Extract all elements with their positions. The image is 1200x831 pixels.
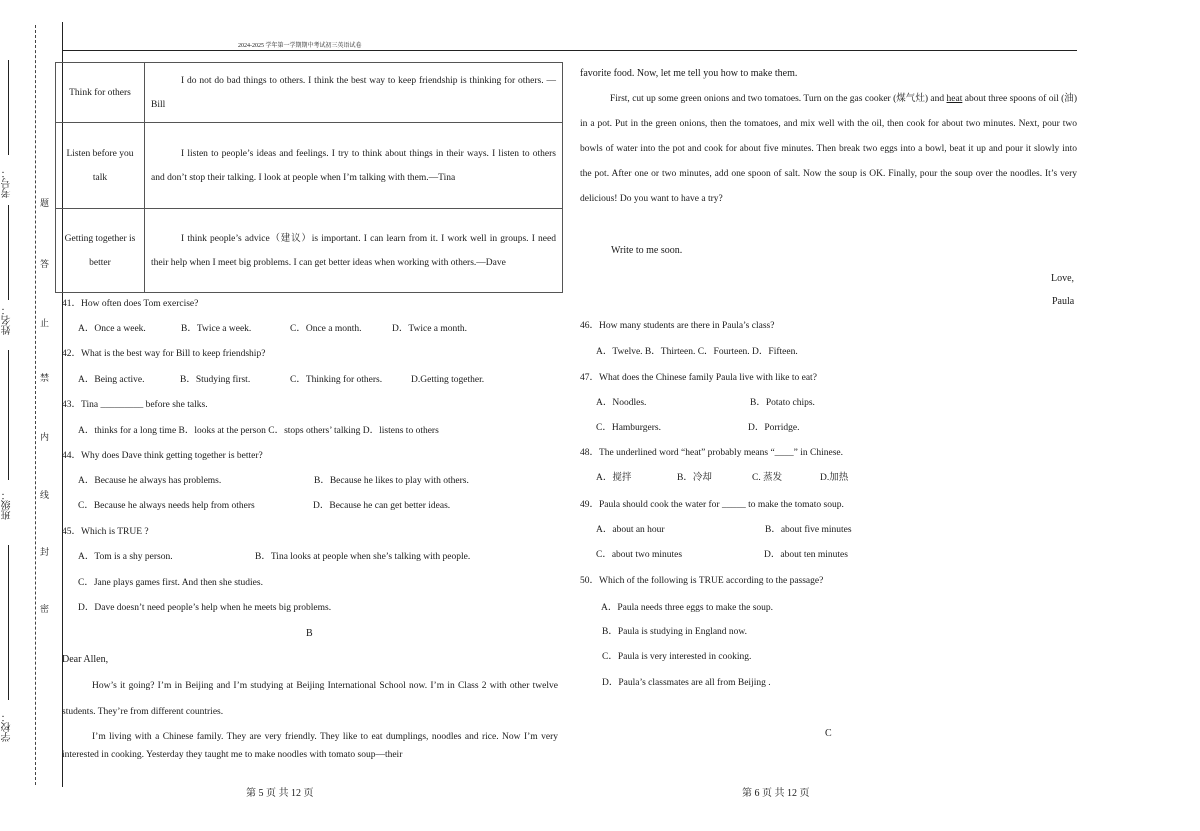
option-48d: D.加热 [820,473,849,483]
question-45: 45．Which is TRUE ? [62,527,149,537]
name-line [8,205,9,300]
letter-signature: Paula [1052,296,1075,307]
name-label: 姓名： [2,305,13,335]
table-row [56,123,563,209]
seal-char: 禁 [40,373,50,383]
table-row-name: Listen before you talk [56,123,145,209]
option-49a: A．about an hour [596,525,665,535]
seal-char: 答 [40,259,50,269]
letter-greeting: Dear Allen, [62,654,109,665]
exam-no-label: 考号： [2,168,13,198]
question-49: 49．Paula should cook the water for _____ to make the tomato soup. [580,500,844,510]
letter-paragraph-3-rest: about three spoons of oil (油) in a pot. Put in the green onions, then the tomatoes, and mix well with the oil, then cook for about two minutes. Next, pour two bowls of water into the pot and cook for about five minutes. Then break two eggs into a bowl, beat it up and pour it slowly into the pot. After one or two minutes, add one spoon of salt. Now the soup is OK. Finally, pour the soup over the noodles. It’s very delicious! Do you want to have a try? [580,94,1077,204]
school-line [8,545,9,700]
option-44a: A．Because he always has problems. [78,476,222,486]
header-rule [62,50,1077,51]
options-46: A．Twelve. B．Thirteen. C．Fourteen. D．Fifteen. [596,347,798,357]
option-47b: B．Potato chips. [750,398,815,408]
option-49b: B．about five minutes [765,525,852,535]
letter-paragraph-1: How’s it going? I’m in Beijing and I’m studying at Beijing International School now. I’m in Class 2 with other twelve students. They’re from different countries. [62,681,558,717]
option-50d: D．Paula’s classmates are all from Beijing . [602,678,771,688]
table-row-name: Think for others [56,63,145,123]
table-row [56,63,563,123]
option-49c: C．about two minutes [596,550,683,560]
option-44c: C．Because he always needs help from others [78,501,255,511]
seal-char: 题 [40,198,50,208]
seal-char: 止 [40,318,50,328]
option-44d: D．Because he can get better ideas. [313,501,451,511]
option-48b: B．冷却 [677,473,712,483]
table-row-text: I do not do bad things to others. I think the best way to keep friendship is thinking for others. —Bill [145,63,563,123]
exam-title: 2024-2025 学年第一学期期中考试初三英语试卷 [238,43,362,49]
class-line [8,350,9,480]
option-45a: A．Tom is a shy person. [78,552,173,562]
option-42c: C．Thinking for others. [290,375,383,385]
question-47: 47．What does the Chinese family Paula live with like to eat? [580,373,817,383]
question-41: 41．How often does Tom exercise? [62,299,199,309]
seal-char: 线 [40,490,50,500]
question-43: 43．Tina _________ before she talks. [62,400,208,410]
table-row-name: Getting together is better [56,209,145,293]
option-42d: D.Getting together. [411,375,485,385]
letter-paragraph-3-start: First, cut up some green onions and two tomatoes. Turn on the gas cooker (煤气灶) and [610,94,947,104]
option-47a: A．Noodles. [596,398,647,408]
question-50: 50．Which of the following is TRUE according to the passage? [580,576,824,586]
letter-paragraph-2-continued: favorite food. Now, let me tell you how to make them. [580,68,798,79]
underlined-word-heat: heat [946,94,963,104]
page-number-left: 第 5 页 共 12 页 [246,788,314,799]
option-50b: B．Paula is studying in England now. [602,627,748,637]
seal-char: 内 [40,432,50,442]
option-45d: D．Dave doesn’t need people’s help when he meets big problems. [78,603,332,613]
option-41b: B．Twice a week. [181,324,252,334]
table-row-text: I listen to people’s ideas and feelings. I try to think about things in their ways. I listen to others and don’t stop their talking. I look at people when I’m talking with them.—Tina [145,123,563,209]
exam-no-line [8,60,9,155]
question-42: 42．What is the best way for Bill to keep friendship? [62,349,266,359]
page-number-right: 第 6 页 共 12 页 [742,788,810,799]
options-43: A．thinks for a long time B．looks at the person C．stops others’ talking D．listens to others [78,426,439,436]
option-41d: D．Twice a month. [392,324,468,334]
question-46: 46．How many students are there in Paula’s class? [580,321,775,331]
option-48c: C. 蒸发 [752,473,783,483]
class-label: 班级： [2,490,13,520]
seal-char: 密 [40,604,50,614]
option-48a: A．搅拌 [596,473,632,483]
option-45c: C．Jane plays games first. And then she studies. [78,578,263,588]
option-44b: B．Because he likes to play with others. [314,476,469,486]
option-50a: A．Paula needs three eggs to make the soup. [601,603,774,613]
binding-dashed-line-outer [35,25,36,785]
option-50c: C．Paula is very interested in cooking. [602,652,752,662]
letter-closing: Love, [1051,273,1075,284]
option-41a: A．Once a week. [78,324,146,334]
option-47d: D．Porridge. [748,423,800,433]
letter-paragraph-3 [580,87,1077,212]
school-label: 学校： [2,712,13,742]
option-41c: C．Once a month. [290,324,362,334]
section-b-heading: B [306,628,313,639]
option-49d: D．about ten minutes [764,550,848,560]
option-45b: B．Tina looks at people when she’s talking with people. [255,552,471,562]
letter-paragraph-4: Write to me soon. [611,245,683,256]
letter-paragraph-2: I’m living with a Chinese family. They are very friendly. They like to eat dumplings, noodles and rice. Now I’m very interested in cooking. Yesterday they taught me to make noodles with tomato soup—their [62,732,558,760]
advice-table [55,62,563,293]
seal-char: 封 [40,547,50,557]
option-42b: B．Studying first. [180,375,251,385]
table-row-text: I think people’s advice（建议）is important. I can learn from it. I work well in groups. I need their help when I meet big problems. I can get better ideas when working with others.—Dave [145,209,563,293]
table-row [56,209,563,293]
option-47c: C．Hamburgers. [596,423,661,433]
question-48: 48．The underlined word “heat” probably means “____” in Chinese. [580,448,844,458]
section-c-heading: C [825,728,832,739]
option-42a: A．Being active. [78,375,145,385]
question-44: 44．Why does Dave think getting together is better? [62,451,263,461]
